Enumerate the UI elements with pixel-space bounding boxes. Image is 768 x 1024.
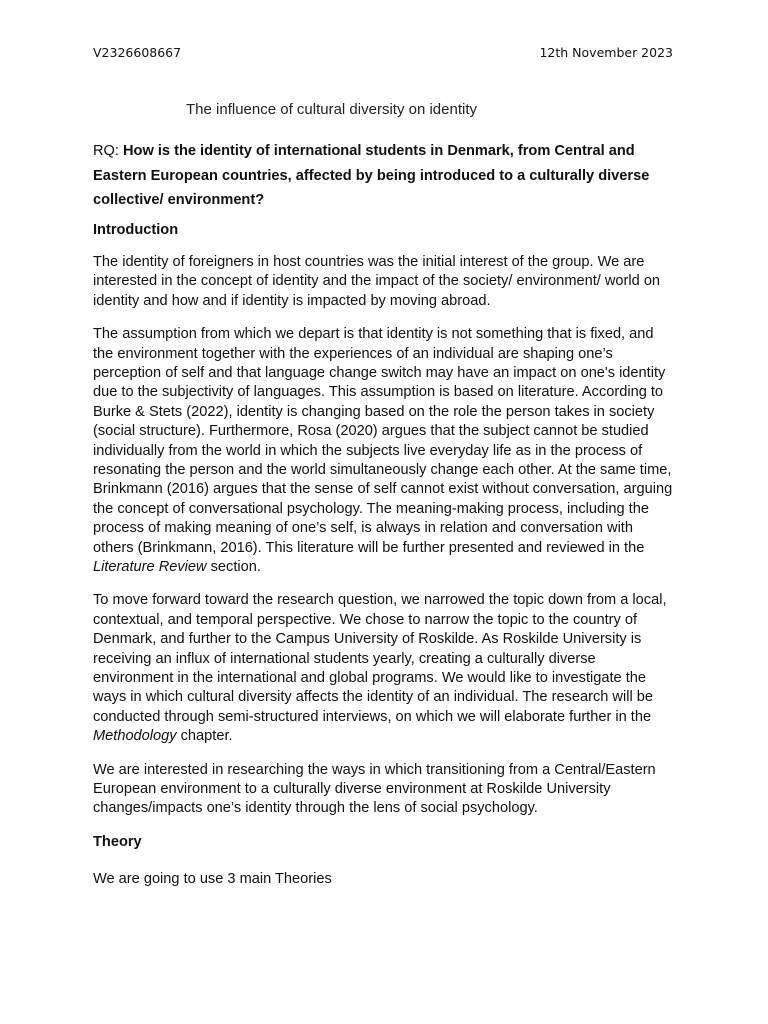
document-date: 12th November 2023 bbox=[539, 45, 673, 60]
intro-p3-end: chapter. bbox=[176, 728, 233, 745]
intro-p3-text: To move forward toward the research question, we narrowed the topic down from a local, contextual, and temporal perspective. We chose to narrow the topic to the country of Denmark, and further to the Campus University of Roskilde. As Roskilde University is receiving an influx of international students yearly, creating a culturally diverse environment in the international and global programs. We would like to investigate the ways in which cultural diversity affects the identity of an individual. The research will be conducted through semi-structured interviews, on which we will elaborate further in the bbox=[93, 592, 667, 725]
intro-paragraph-3 bbox=[93, 591, 675, 746]
intro-paragraph-2 bbox=[93, 325, 675, 577]
intro-p2-end: section. bbox=[206, 559, 261, 575]
document-title: The influence of cultural diversity on identity bbox=[186, 101, 477, 118]
literature-review-ref: Literature Review bbox=[93, 559, 207, 575]
intro-paragraph-1: The identity of foreigners in host countries was the initial interest of the group. We are interested in the concept of identity and the impact of the society/ environment/ world on identity and how and if identity is impacted by moving abroad. bbox=[93, 253, 661, 309]
document-id: V2326608667 bbox=[93, 45, 182, 60]
rq-prefix: RQ: bbox=[93, 143, 123, 159]
intro-p2-text: The assumption from which we depart is that identity is not something that is fixed, and the environment together with the experiences of an individual are shaping one’s perception of self and that language change switch may have an impact on one's identity due to the subjectivity of languages. This assumption is based on literature. According to Burke & Stets (2022), identity is changing based on the role the person takes in society (social structure). Furthermore, Rosa (2020) argues that the subject cannot be studied individually from the world in which the subjects live everyday life as in the process of resonating the person and the world simultaneously change each other. At the same time, Brinkmann (2016) argues that the sense of self cannot exist without conversation, arguing the concept of conversational psychology. The meaning-making process, including the process of making meaning of one’s self, is always in relation and conversation with others (Brinkmann, 2016). This literature will be further presented and reviewed in the bbox=[93, 326, 673, 556]
theory-paragraph-1: We are going to use 3 main Theories bbox=[93, 871, 332, 888]
methodology-ref: Methodology bbox=[93, 728, 177, 745]
theory-heading: Theory bbox=[93, 833, 142, 850]
introduction-heading: Introduction bbox=[93, 221, 179, 238]
rq-text: How is the identity of international students in Denmark, from Central and Eastern European countries, affected by being introduced to a culturally diverse collective/ environment? bbox=[93, 143, 650, 208]
intro-paragraph-4: We are interested in researching the ways in which transitioning from a Central/Eastern European environment to a culturally diverse environment at Roskilde University changes/impacts one’s identity through the lens of social psychology. bbox=[93, 761, 656, 817]
document-body bbox=[93, 139, 675, 904]
research-question bbox=[93, 139, 675, 213]
